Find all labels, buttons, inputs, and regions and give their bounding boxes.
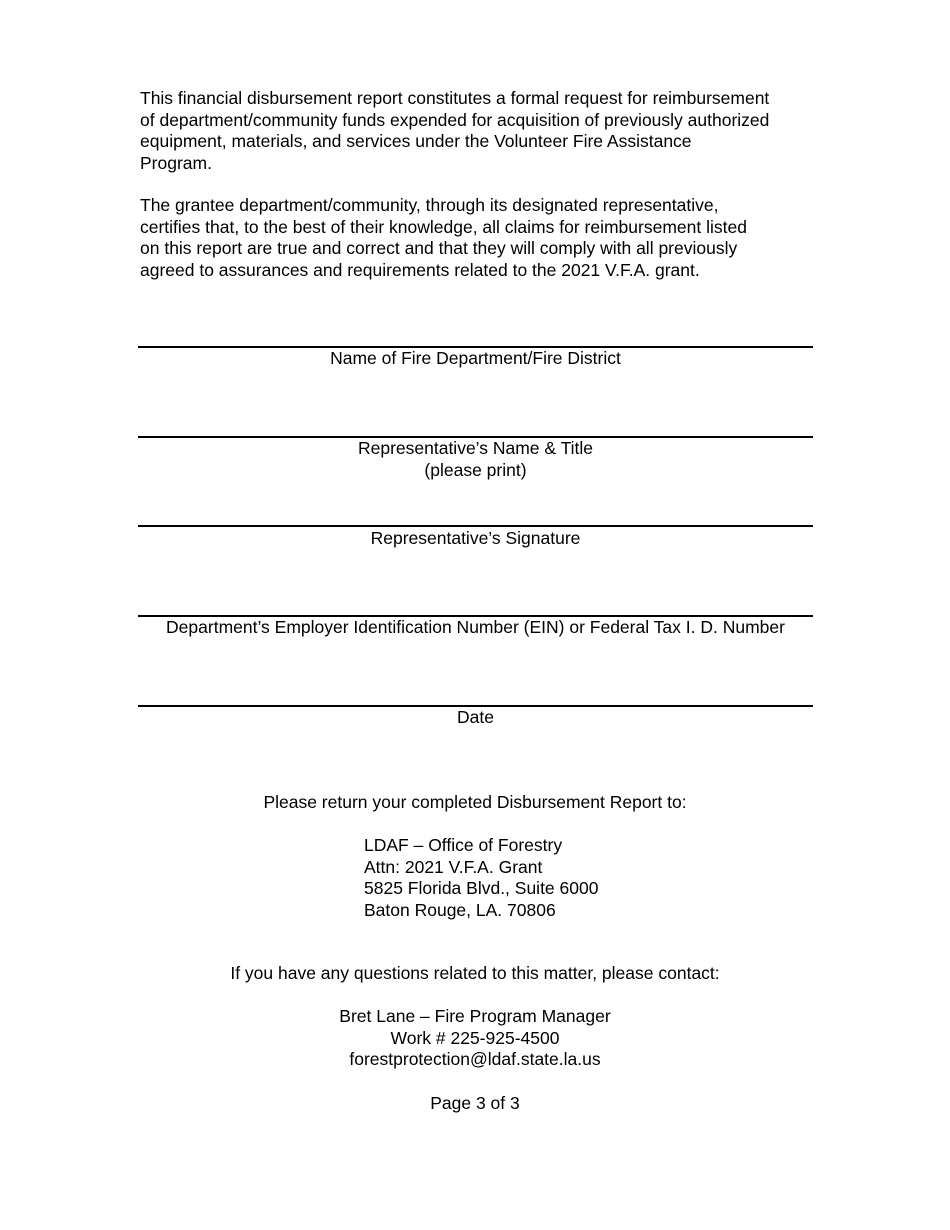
address-line: LDAF – Office of Forestry	[364, 835, 563, 855]
intro-paragraph-2-line: certifies that, to the best of their knowledge, all claims for reimbursement listed	[140, 216, 747, 237]
contact-email[interactable]: forestprotection@ldaf.state.la.us	[349, 1049, 601, 1069]
return-heading: Please return your completed Disbursement Report to:	[263, 792, 687, 812]
contact-name: Bret Lane – Fire Program Manager	[339, 1006, 611, 1026]
intro-paragraph-1-line: This financial disbursement report constitutes a formal request for reimbursement	[140, 88, 770, 108]
intro-paragraph-1-line: equipment, materials, and services under the Volunteer Fire Assistance	[140, 131, 692, 151]
intro-paragraph-1	[140, 88, 830, 174]
intro-paragraph-2-line: The grantee department/community, through its designated representative,	[140, 195, 719, 215]
date-label: Date	[457, 707, 494, 727]
representative-signature-line[interactable]	[138, 525, 813, 527]
address-line: 5825 Florida Blvd., Suite 6000	[364, 878, 599, 898]
address-line: Baton Rouge, LA. 70806	[364, 899, 556, 920]
intro-paragraph-1-line: of department/community funds expended for acquisition of previously authorized	[140, 109, 770, 130]
contact-block	[0, 1006, 950, 1071]
address-line: Attn: 2021 V.F.A. Grant	[364, 856, 543, 877]
department-name-label: Name of Fire Department/Fire District	[330, 348, 621, 368]
representative-name-label: Representative’s Name & Title (please print)	[357, 438, 594, 480]
representative-signature-label: Representative’s Signature	[370, 528, 581, 548]
intro-paragraph-2-line: agreed to assurances and requirements related to the 2021 V.F.A. grant.	[140, 259, 700, 280]
contact-phone: Work # 225-925-4500	[390, 1027, 560, 1048]
intro-paragraph-2	[140, 195, 830, 281]
ein-label: Department’s Employer Identification Number (EIN) or Federal Tax I. D. Number	[166, 617, 785, 637]
intro-paragraph-2-line: on this report are true and correct and that they will comply with all previously	[140, 238, 738, 258]
page-number: Page 3 of 3	[430, 1093, 520, 1113]
contact-heading: If you have any questions related to this matter, please contact:	[230, 963, 720, 983]
intro-paragraph-1-line: Program.	[140, 152, 212, 173]
return-address	[364, 835, 598, 921]
